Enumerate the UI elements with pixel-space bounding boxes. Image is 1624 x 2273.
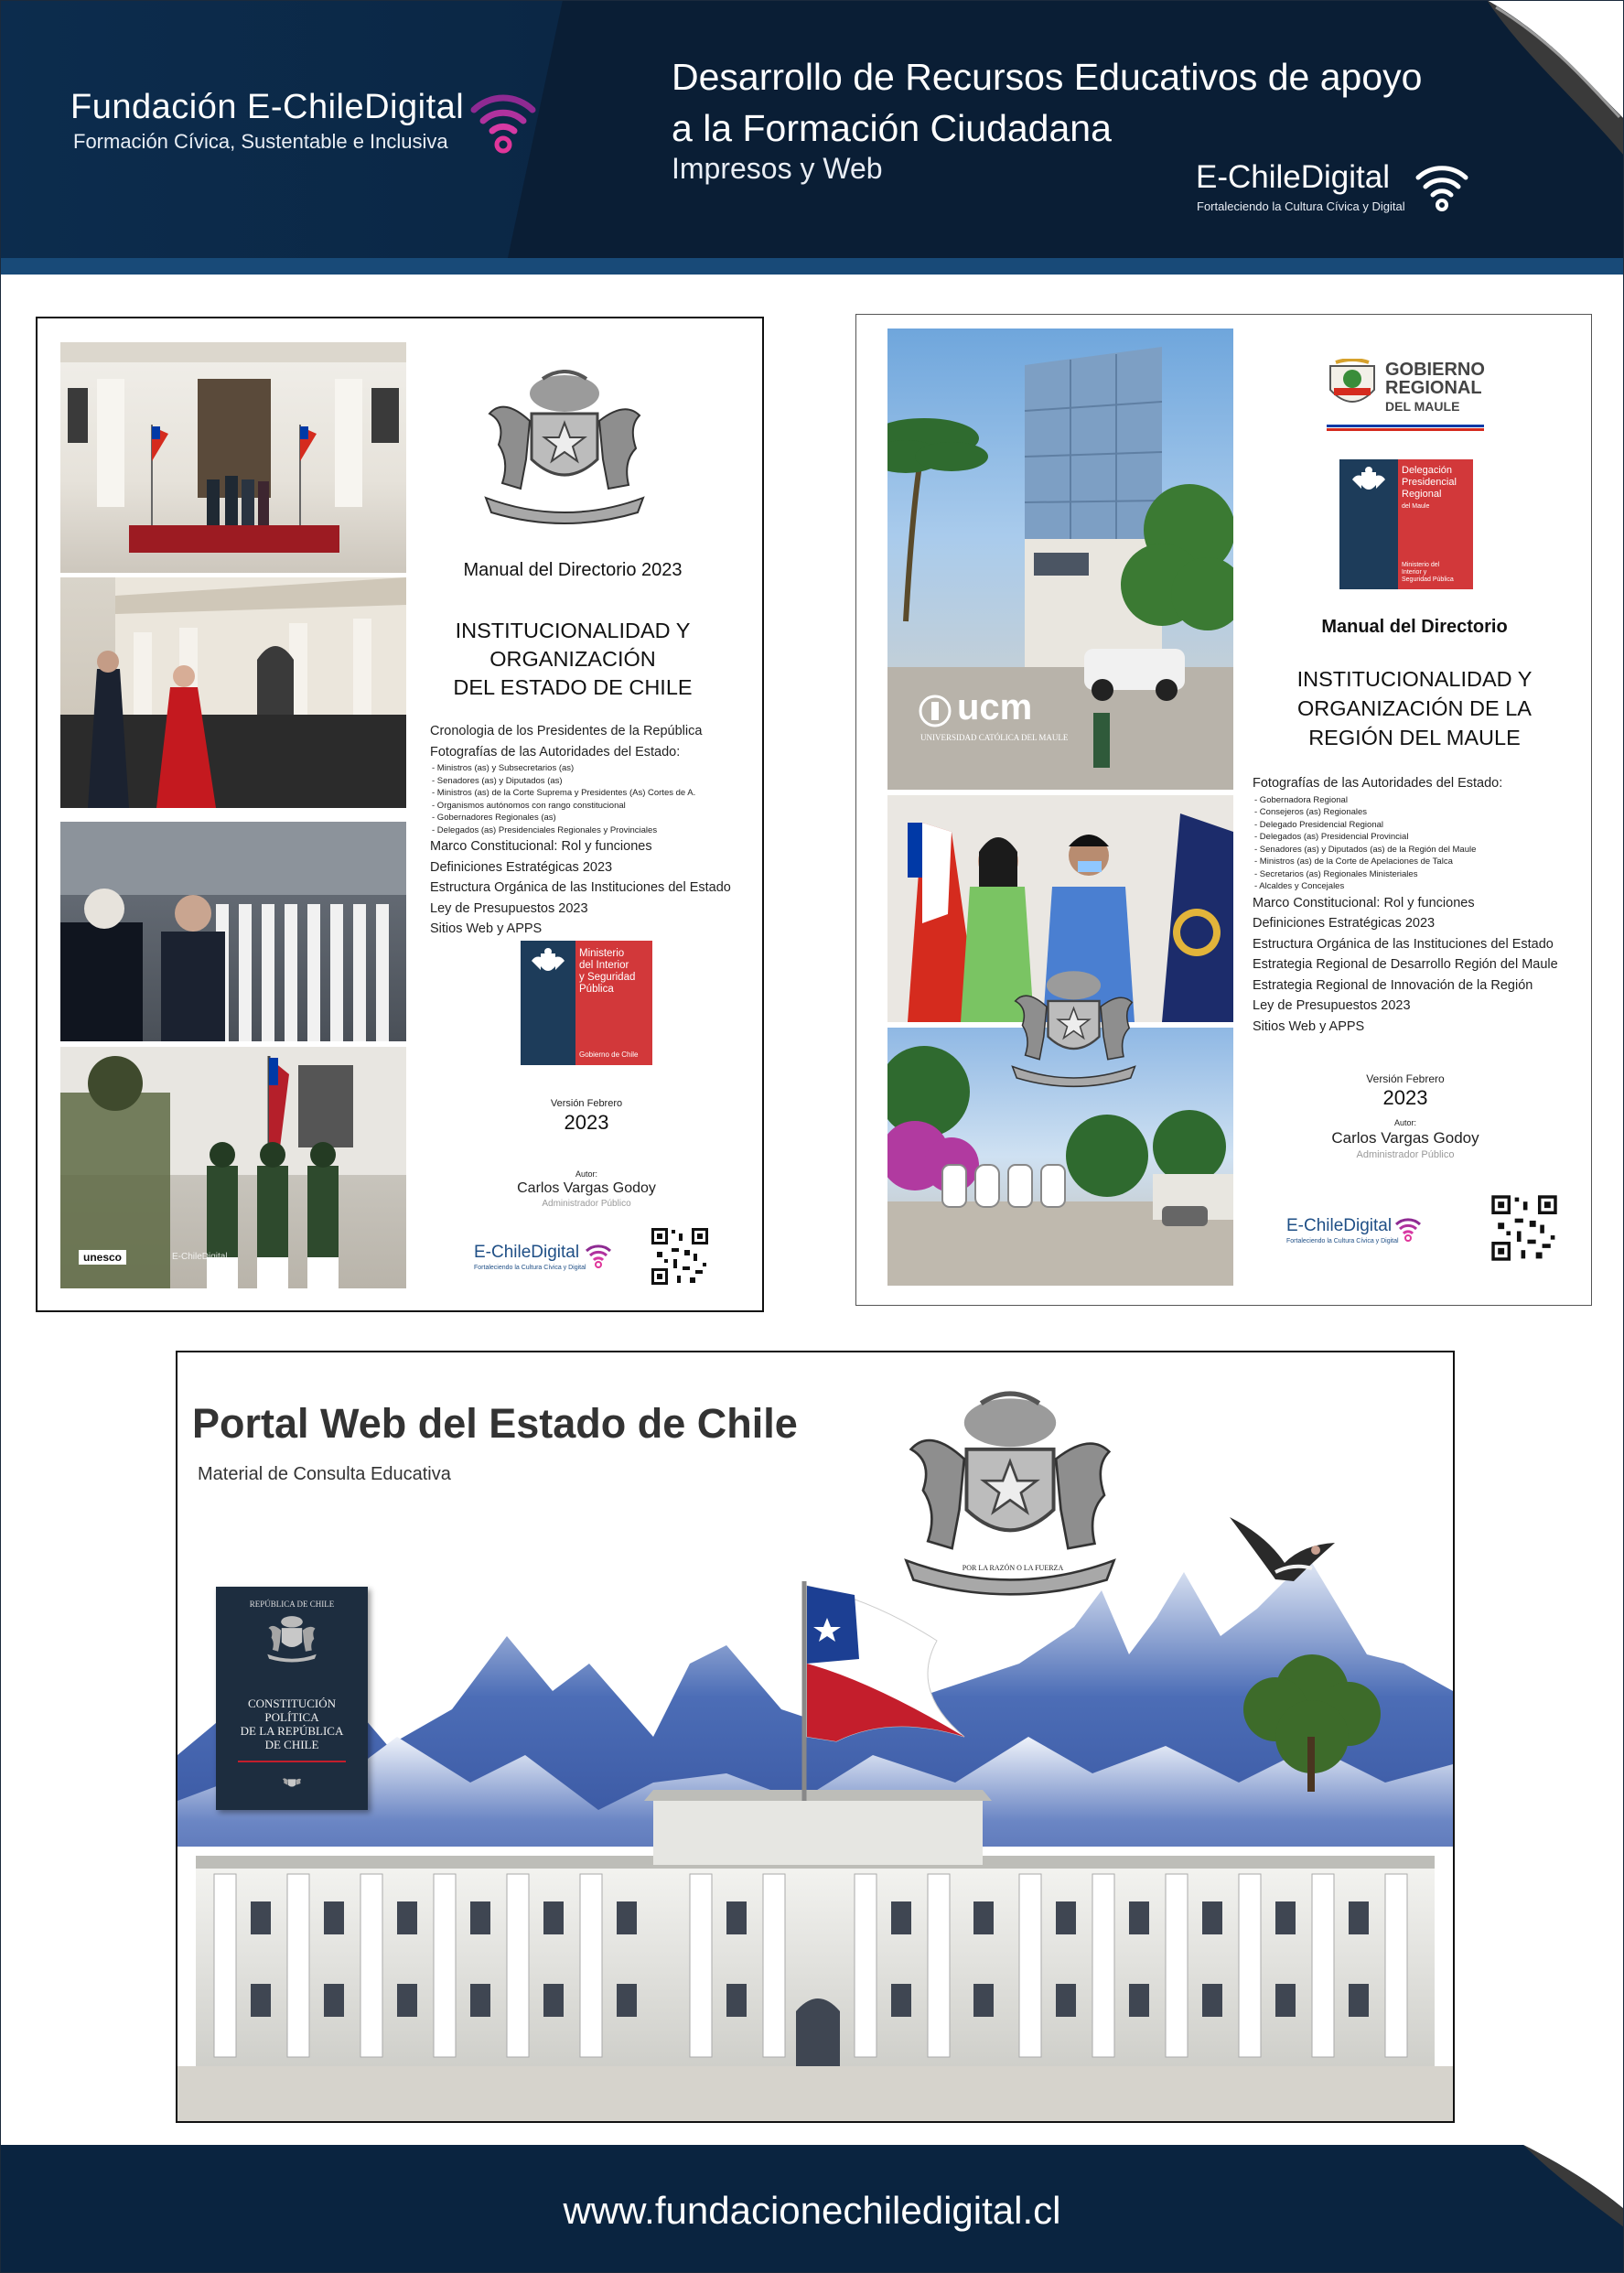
list-subitem: - Ministros (as) de la Corte de Apelaciones de Talca (1254, 856, 1453, 867)
list-subitem: - Alcaldes y Concejales (1254, 881, 1345, 891)
list-item: Estrategia Regional de Desarrollo Región del Maule (1253, 957, 1558, 972)
list-subitem: - Delegado Presidencial Regional (1254, 819, 1384, 830)
manual-title: Manual del Directorio 2023 (463, 560, 683, 580)
echiledigital-logo-text: E-ChileDigital (1286, 1216, 1393, 1235)
list-item: Marco Constitucional: Rol y funciones (430, 839, 652, 854)
echiledigital-logo-text: E-ChileDigital (474, 1243, 580, 1262)
ucm-logo: ucm (957, 687, 1033, 727)
manual-title: Manual del Directorio (1321, 617, 1508, 637)
list-item: Definiciones Estratégicas 2023 (430, 859, 613, 875)
version-year: 2023 (564, 1111, 609, 1134)
author-role: Administrador Público (1356, 1149, 1455, 1160)
unesco-logo: unesco (79, 1250, 126, 1265)
delegacion-name: Delegación Presidencial Regional del Maule (1402, 465, 1457, 510)
ucm-caption: UNIVERSIDAD CATÓLICA DEL MAULE (920, 733, 1069, 742)
heading-line-2: ORGANIZACIÓN DE LA (1297, 696, 1532, 720)
author-label: Autor: (575, 1169, 597, 1179)
header-subtitle: Impresos y Web (672, 152, 883, 185)
list-item: Estructura Orgánica de las Instituciones del Estado (430, 880, 731, 895)
header-title-line-1: Desarrollo de Recursos Educativos de apoyo (672, 56, 1423, 98)
delegacion-ministry: Ministerio del Interior y Seguridad Pública (1402, 562, 1454, 583)
list-subitem: - Senadores (as) y Diputados (as) (432, 775, 563, 786)
ministry-footer: Gobierno de Chile (579, 1050, 639, 1059)
echiledigital-logo-tagline: Fortaleciendo la Cultura Cívica y Digital (474, 1265, 586, 1271)
author-label: Autor: (1393, 1118, 1416, 1127)
heading-line-1: INSTITUCIONALIDAD Y (455, 619, 691, 642)
header-title-line-2: a la Formación Ciudadana (672, 107, 1112, 149)
list-item: Ley de Presupuestos 2023 (430, 900, 588, 916)
crest-motto: POR LA RAZÓN O LA FUERZA (962, 1564, 1064, 1572)
echiledigital-logo-tagline: Fortaleciendo la Cultura Cívica y Digital (1286, 1238, 1399, 1244)
book-title: CONSTITUCIÓN POLÍTICA DE LA REPÚBLICA DE CHILE (240, 1697, 344, 1751)
author-name: Carlos Vargas Godoy (1331, 1129, 1479, 1147)
portal-subtitle: Material de Consulta Educativa (198, 1464, 451, 1484)
portal-title: Portal Web del Estado de Chile (192, 1400, 798, 1447)
foundation-name: Fundación E-ChileDigital (70, 88, 465, 126)
list-subitem: - Senadores (as) y Diputados (as) de la Región del Maule (1254, 844, 1477, 855)
list-subitem: - Delegados (as) Presidencial Provincial (1254, 832, 1409, 842)
list-item: Fotografías de las Autoridades del Estado: (430, 744, 681, 759)
author-name: Carlos Vargas Godoy (517, 1180, 656, 1196)
list-item: Cronologia de los Presidentes de la República (430, 724, 703, 738)
list-subitem: - Ministros (as) y Subsecretarios (as) (432, 763, 575, 773)
echiledigital-logo-text: E-ChileDigital (1196, 159, 1391, 195)
book-top-label: REPÚBLICA DE CHILE (249, 1600, 335, 1609)
list-item: Definiciones Estratégicas 2023 (1253, 916, 1436, 931)
list-item: Ley de Presupuestos 2023 (1253, 998, 1411, 1013)
list-item: Sitios Web y APPS (430, 921, 543, 936)
list-subitem: - Consejeros (as) Regionales (1254, 807, 1368, 817)
list-subitem: - Delegados (as) Presidenciales Regionales y Provinciales (432, 824, 658, 835)
version-year: 2023 (1382, 1086, 1428, 1109)
ministry-name: Ministerio del Interior y Seguridad Pública (579, 948, 636, 995)
heading-line-1: INSTITUCIONALIDAD Y (1296, 667, 1533, 691)
echiledigital-watermark: E-ChileDigital (172, 1252, 228, 1262)
list-subitem: - Gobernadora Regional (1254, 794, 1348, 805)
list-item: Marco Constitucional: Rol y funciones (1253, 895, 1475, 910)
heading-line-2: ORGANIZACIÓN (489, 647, 656, 671)
foundation-tagline: Formación Cívica, Sustentable e Inclusiva (73, 130, 448, 153)
list-item: Estructura Orgánica de las Instituciones del Estado (1253, 936, 1554, 952)
footer-website-link[interactable]: www.fundacionechiledigital.cl (563, 2189, 1061, 2232)
list-subitem: - Secretarios (as) Regionales Ministeriales (1254, 868, 1418, 879)
list-subitem: - Organismos autónomos con rango constitucional (432, 800, 626, 811)
list-subitem: - Ministros (as) de la Corte Suprema y Presidentes (As) Cortes de A. (432, 788, 696, 798)
list-item: Fotografías de las Autoridades del Estado: (1253, 776, 1503, 791)
list-item: Estrategia Regional de Innovación de la Región (1253, 977, 1533, 993)
version-label: Versión Febrero (1366, 1072, 1445, 1085)
list-subitem: - Gobernadores Regionales (as) (432, 813, 556, 823)
author-role: Administrador Público (542, 1199, 631, 1209)
list-item: Sitios Web y APPS (1253, 1018, 1365, 1034)
gobierno-regional-name: GOBIERNO REGIONAL DEL MAULE (1385, 360, 1485, 414)
heading-line-3: REGIÓN DEL MAULE (1308, 726, 1521, 749)
echiledigital-logo-tagline: Fortaleciendo la Cultura Cívica y Digital (1197, 199, 1405, 213)
heading-line-3: DEL ESTADO DE CHILE (453, 675, 693, 699)
version-label: Versión Febrero (550, 1098, 623, 1109)
